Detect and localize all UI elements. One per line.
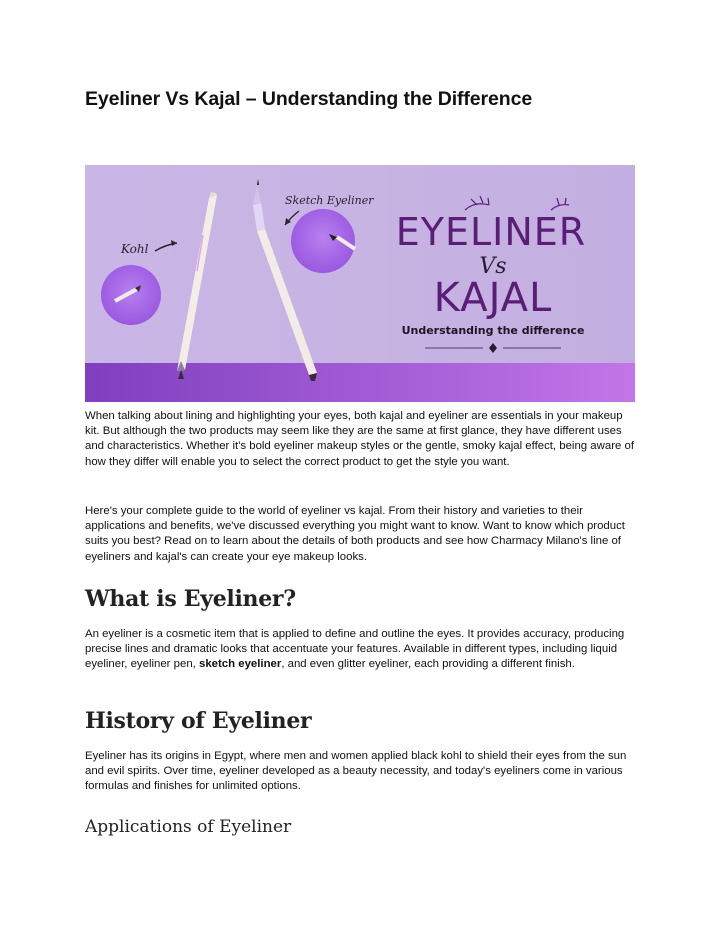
what-is-eyeliner-paragraph <box>85 627 637 673</box>
page-title: Eyeliner Vs Kajal – Understanding the Difference <box>85 88 533 110</box>
what-text-after: , and even glitter eyeliner, each providing a different finish. <box>281 658 575 671</box>
kohl-swatch <box>101 265 161 325</box>
banner-word-eyeliner: EYELINER <box>395 210 587 254</box>
what-text-before: An eyeliner is a cosmetic item that is applied to define and outline the eyes. It provides accuracy, producing precise lines and dramatic looks that accentuate your features. Available in different types, including liquid eyeliner, eyeliner pen, <box>85 628 625 671</box>
heading-what-is-eyeliner: What is Eyeliner? <box>85 586 296 612</box>
sketch-eyeliner-bold: sketch eyeliner <box>198 658 282 671</box>
heading-applications-of-eyeliner: Applications of Eyeliner <box>85 817 292 837</box>
kohl-label: Kohl <box>121 242 149 256</box>
sketch-eyeliner-label: Sketch Eyeliner <box>285 194 374 207</box>
heading-history-of-eyeliner: History of Eyeliner <box>85 708 312 734</box>
history-paragraph: Eyeliner has its origins in Egypt, where men and women applied black kohl to shield their eyes from the sun and evil spirits. Over time, eyeliner developed as a beauty necessity, and today's eyeliners come in various formulas and finishes for unlimited options. <box>85 750 627 793</box>
banner-image <box>85 165 635 402</box>
banner-subtitle: Understanding the difference <box>401 324 585 337</box>
banner-word-vs: Vs <box>479 254 507 279</box>
intro-paragraph-1: When talking about lining and highlighting your eyes, both kajal and eyeliner are essentials in your makeup kit. But although the two products may seem like they are the same at first glance, they have different uses and characteristics. Whether it's bold eyeliner makeup styles or the gentle, smoky kajal effect, being aware of how they differ will enable you to select the correct product to get the style you want. <box>85 410 634 468</box>
banner-word-kajal: KAJAL <box>433 275 553 321</box>
intro-paragraph-2: Here's your complete guide to the world of eyeliner vs kajal. From their history and varieties to their applications and benefits, we've discussed everything you might want to know. Want to know which product suits you best? Read on to learn about the details of both products and see how Charmacy Milano's line of eyeliners and kajal's can create your eye makeup looks. <box>85 505 625 563</box>
banner-illustration <box>85 165 635 402</box>
